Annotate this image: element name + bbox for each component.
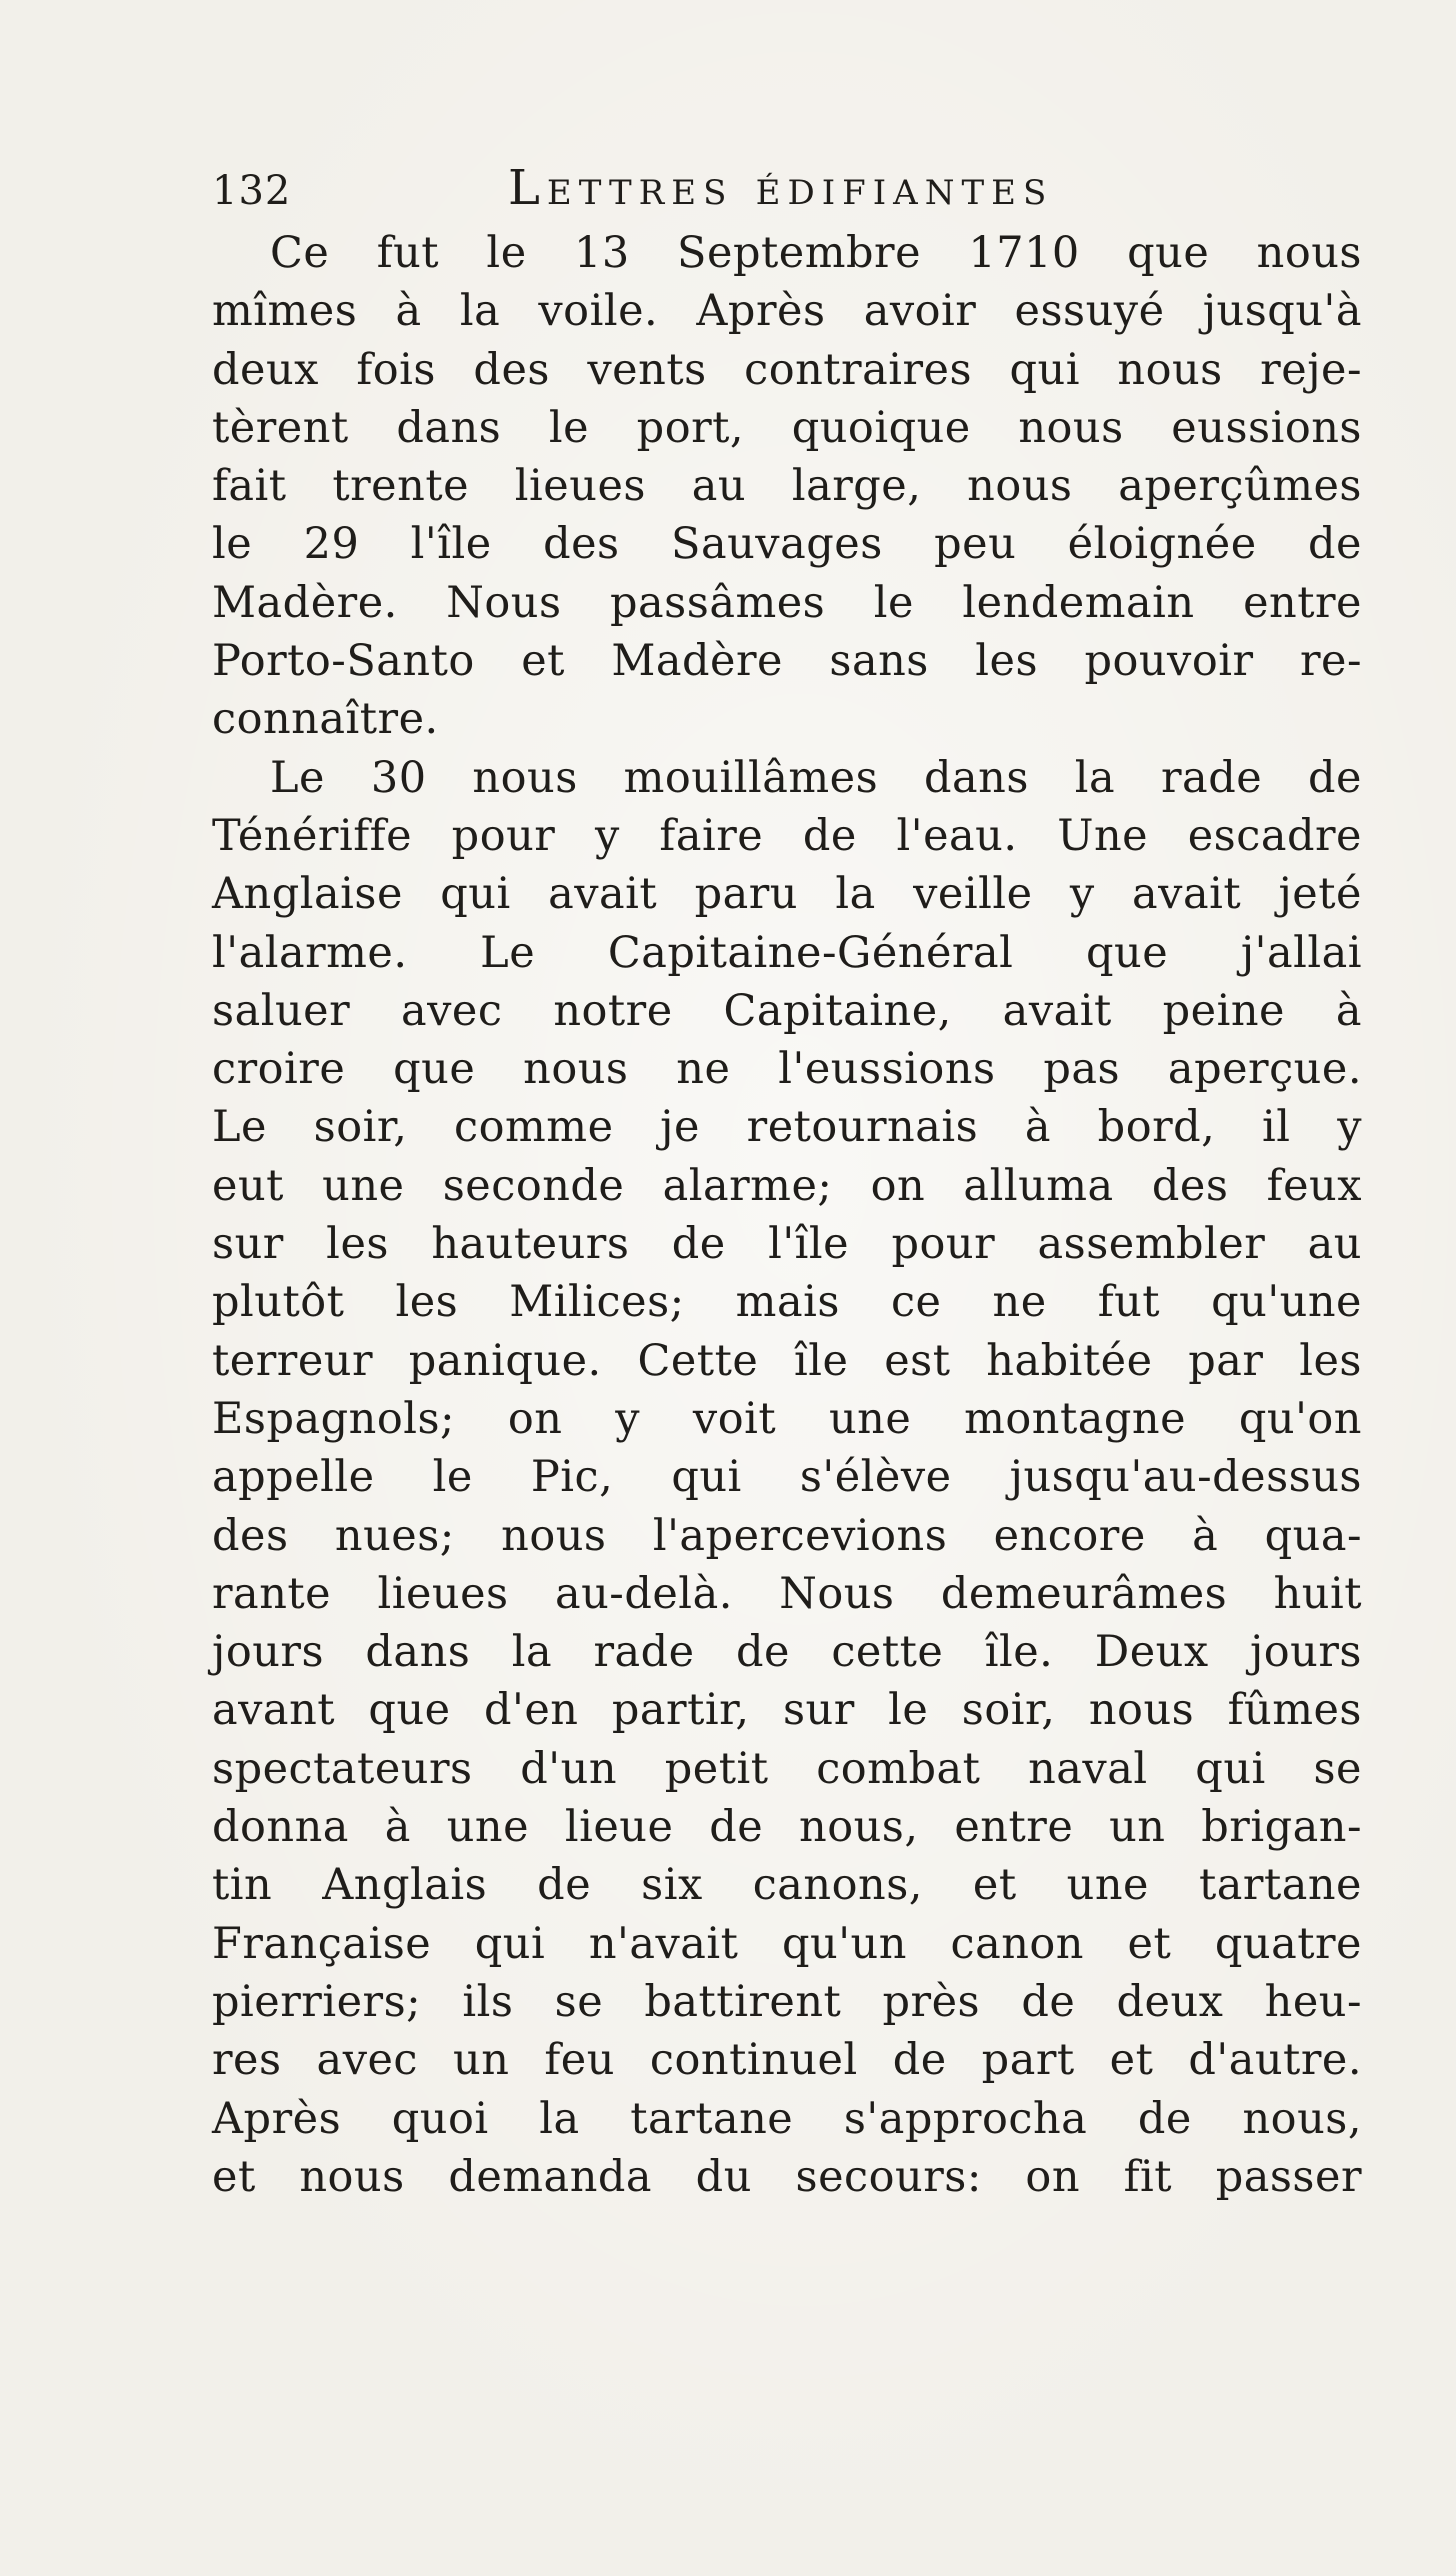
text-line: Ce fut le 13 Septembre 1710 que nous (270, 228, 1362, 278)
text-line: et nous demanda du secours: on fit passer (212, 2151, 1362, 2202)
text-line: Le soir, comme je retournais à bord, il y (212, 1102, 1362, 1153)
text-line: terreur panique. Cette île est habitée par les (212, 1335, 1362, 1386)
text-line: res avec un feu continuel de part et d'autre. (212, 2035, 1362, 2086)
text-line: Française qui n'avait qu'un canon et quatre (212, 1918, 1362, 1969)
text-line: appelle le Pic, qui s'élève jusqu'au-dessus (212, 1452, 1362, 1503)
text-line: sur les hauteurs de l'île pour assembler au (212, 1219, 1362, 1270)
text-line: Porto-Santo et Madère sans les pouvoir re- (212, 636, 1362, 687)
text-line: plutôt les Milices; mais ce ne fut qu'une (212, 1277, 1362, 1328)
text-line: jours dans la rade de cette île. Deux jours (212, 1627, 1362, 1678)
text-line: fait trente lieues au large, nous aperçûmes (212, 461, 1362, 512)
body-text (212, 224, 1362, 2206)
text-line: rante lieues au-delà. Nous demeurâmes huit (212, 1568, 1362, 1619)
text-line: tèrent dans le port, quoique nous eussions (212, 402, 1362, 453)
text-line: tin Anglais de six canons, et une tartane (212, 1860, 1362, 1911)
text-line: donna à une lieue de nous, entre un brigan- (212, 1802, 1362, 1853)
text-line: le 29 l'île des Sauvages peu éloignée de (212, 519, 1362, 570)
text-line: connaître. (212, 694, 439, 745)
text-line: croire que nous ne l'eussions pas aperçue. (212, 1044, 1362, 1095)
text-line: des nues; nous l'apercevions encore à qua- (212, 1510, 1362, 1561)
page-number: 132 (212, 168, 292, 214)
text-line: mîmes à la voile. Après avoir essuyé jusqu'à (212, 286, 1362, 337)
text-line: Après quoi la tartane s'approcha de nous, (212, 2093, 1362, 2144)
text-line: spectateurs d'un petit combat naval qui se (212, 1743, 1362, 1794)
text-line: pierriers; ils se battirent près de deux heu- (212, 1976, 1362, 2027)
page-header (212, 160, 1132, 222)
text-line: eut une seconde alarme; on alluma des feux (212, 1160, 1362, 1211)
text-line: avant que d'en partir, sur le soir, nous fûmes (212, 1685, 1362, 1736)
text-line: Madère. Nous passâmes le lendemain entre (212, 577, 1362, 628)
text-line: l'alarme. Le Capitaine-Général que j'allai (212, 927, 1362, 978)
text-line: deux fois des vents contraires qui nous reje- (212, 344, 1362, 395)
text-line: Espagnols; on y voit une montagne qu'on (212, 1393, 1362, 1444)
text-line: saluer avec notre Capitaine, avait peine à (212, 985, 1362, 1036)
running-title: Lettres édifiantes (508, 160, 1054, 216)
text-line: Anglaise qui avait paru la veille y avait jeté (212, 869, 1362, 920)
text-line: Le 30 nous mouillâmes dans la rade de (270, 752, 1362, 803)
text-line: Ténériffe pour y faire de l'eau. Une escadre (212, 810, 1362, 861)
